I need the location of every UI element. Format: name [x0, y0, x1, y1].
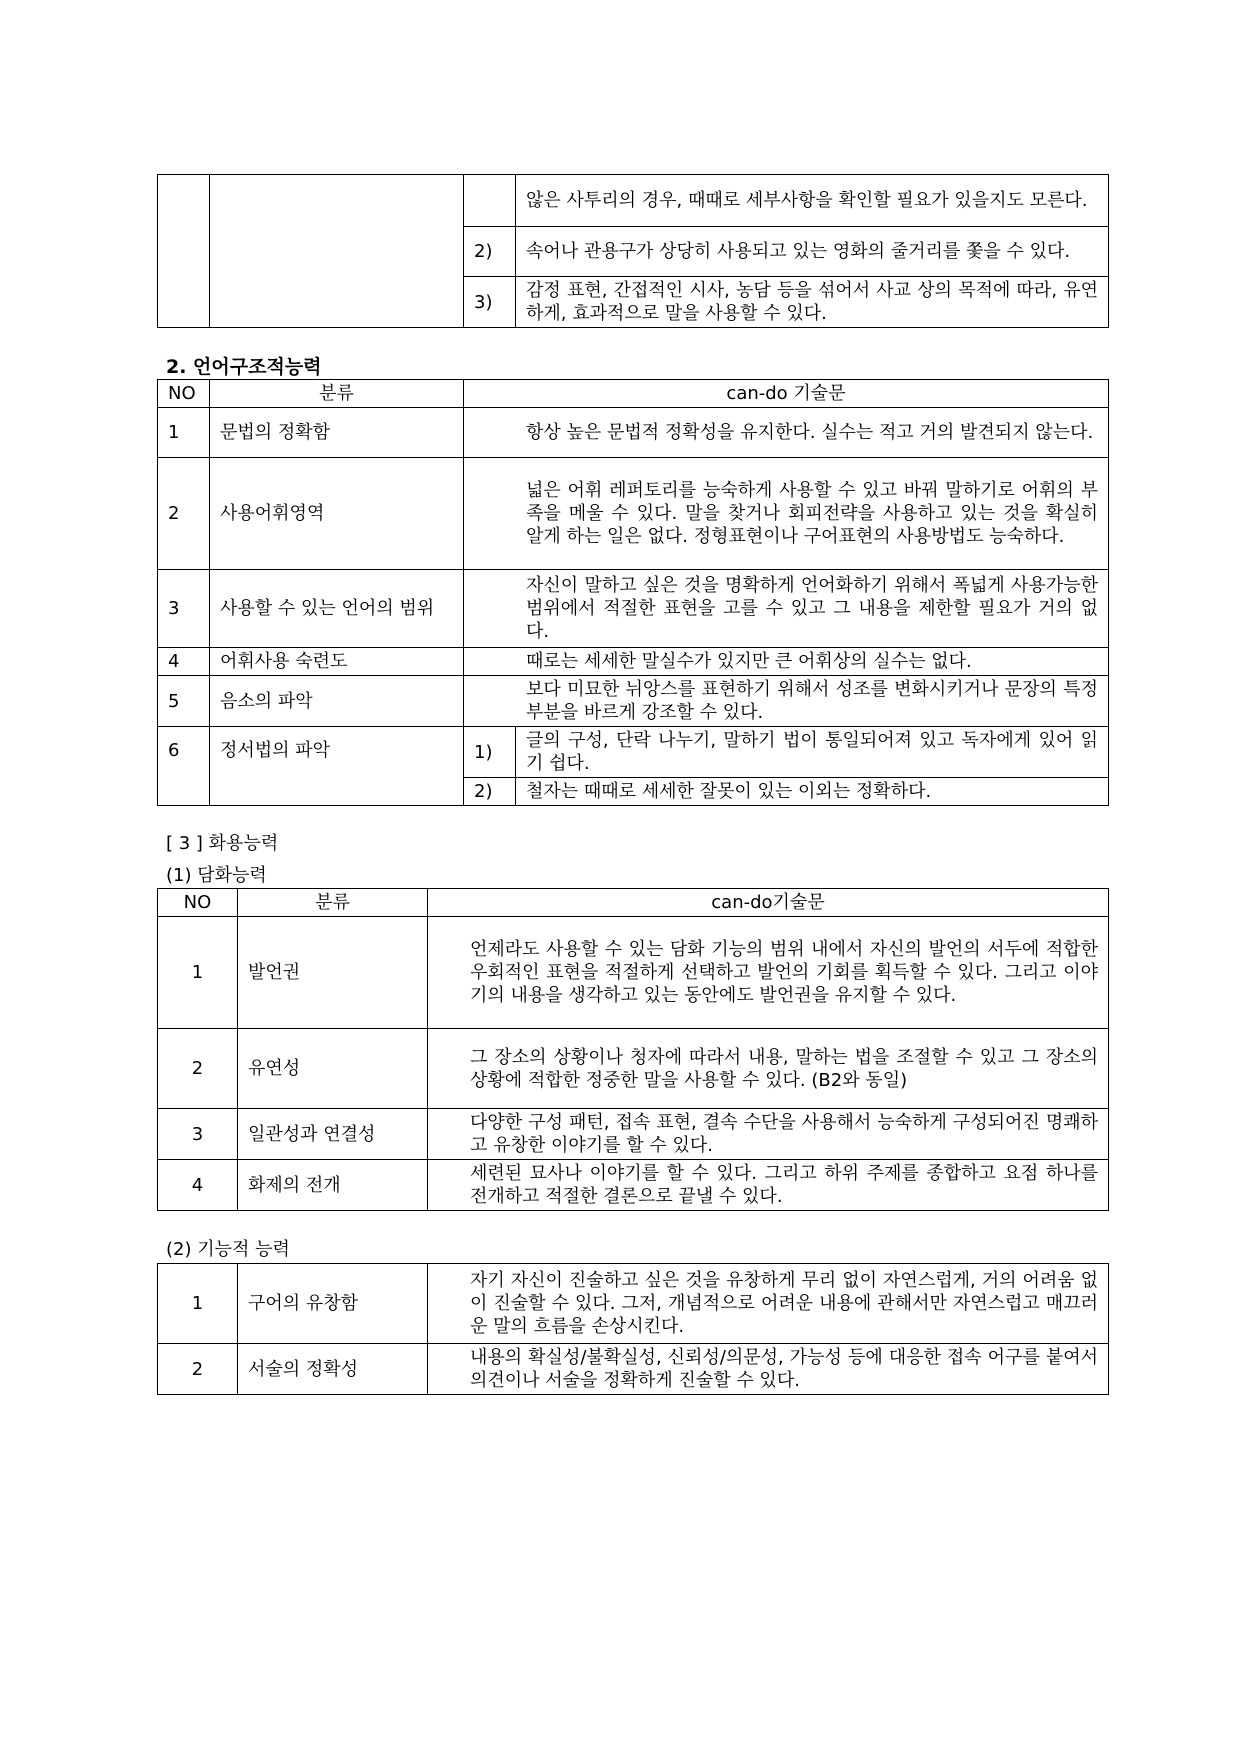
table-row	[158, 570, 1109, 648]
description-cell: 감정 표현, 간접적인 시사, 농담 등을 섞어서 사교 상의 목적에 따라, 유연하게, 효과적으로 말을 사용할 수 있다.	[516, 277, 1109, 328]
header-description: can-do기술문	[428, 889, 1109, 917]
category-cell: 구어의 유창함	[238, 1264, 428, 1344]
empty-no-cell	[158, 175, 210, 328]
continued-table	[157, 174, 1109, 328]
header-no: NO	[158, 889, 238, 917]
language-structure-table	[157, 379, 1109, 806]
table-row	[158, 1344, 1109, 1395]
row-number: 2	[158, 458, 210, 570]
table-row	[158, 1029, 1109, 1109]
table-row	[158, 408, 1109, 458]
description-cell: 세련된 묘사나 이야기를 할 수 있다. 그리고 하위 주제를 종합하고 요점 하나를 전개하고 적절한 결론으로 끝낼 수 있다.	[428, 1160, 1109, 1211]
description-cell: 때로는 세세한 말실수가 있지만 큰 어휘상의 실수는 없다.	[464, 648, 1109, 676]
description-cell: 보다 미묘한 뉘앙스를 표현하기 위해서 성조를 변화시키거나 문장의 특정 부분을 바르게 강조할 수 있다.	[464, 676, 1109, 727]
description-cell: 내용의 확실성/불확실성, 신뢰성/의문성, 가능성 등에 대응한 접속 어구를 붙여서 의견이나 서술을 정확하게 진술할 수 있다.	[428, 1344, 1109, 1395]
row-number: 4	[158, 1160, 238, 1211]
row-number: 4	[158, 648, 210, 676]
sub-number: 2)	[464, 778, 516, 806]
header-no: NO	[158, 380, 210, 408]
description-cell: 글의 구성, 단락 나누기, 말하기 법이 통일되어져 있고 독자에게 있어 읽기 쉽다.	[516, 727, 1109, 778]
row-number: 1	[158, 408, 210, 458]
category-cell: 사용할 수 있는 언어의 범위	[210, 570, 464, 648]
description-cell: 않은 사투리의 경우, 때때로 세부사항을 확인할 필요가 있을지도 모른다.	[516, 175, 1109, 227]
category-cell: 문법의 정확함	[210, 408, 464, 458]
category-cell: 서술의 정확성	[238, 1344, 428, 1395]
table-row	[158, 1109, 1109, 1160]
functional-table	[157, 1263, 1109, 1395]
category-cell: 사용어휘영역	[210, 458, 464, 570]
row-number: 3	[158, 1109, 238, 1160]
section-2-title: 2. 언어구조적능력	[166, 356, 322, 378]
table-row	[158, 648, 1109, 676]
table-row	[158, 676, 1109, 727]
table-header-row	[158, 889, 1109, 917]
category-cell: 어휘사용 숙련도	[210, 648, 464, 676]
row-number: 2	[158, 1344, 238, 1395]
sub-number: 2)	[464, 227, 516, 277]
category-cell: 음소의 파악	[210, 676, 464, 727]
row-number: 6	[158, 727, 210, 806]
description-cell: 그 장소의 상황이나 청자에 따라서 내용, 말하는 법을 조절할 수 있고 그 장소의 상황에 적합한 정중한 말을 사용할 수 있다. (B2와 동일)	[428, 1029, 1109, 1109]
sub-number: 1)	[464, 727, 516, 778]
table-row	[158, 1264, 1109, 1344]
description-cell: 자기 자신이 진술하고 싶은 것을 유창하게 무리 없이 자연스럽게, 거의 어려움 없이 진술할 수 있다. 그저, 개념적으로 어려운 내용에 관해서만 자연스럽고 매끄러운 말의 흐름을 손상시킨다.	[428, 1264, 1109, 1344]
description-cell: 언제라도 사용할 수 있는 담화 기능의 범위 내에서 자신의 발언의 서두에 적합한 우회적인 표현을 적절하게 선택하고 발언의 기회를 획득할 수 있다. 그리고 이야기의 내용을 생각하고 있는 동안에도 발언권을 유지할 수 있다.	[428, 917, 1109, 1029]
section-3-title: [ 3 ] 화용능력	[166, 833, 279, 854]
table-row	[158, 458, 1109, 570]
description-cell: 속어나 관용구가 상당히 사용되고 있는 영화의 줄거리를 쫓을 수 있다.	[516, 227, 1109, 277]
category-cell: 정서법의 파악	[210, 727, 464, 806]
row-number: 5	[158, 676, 210, 727]
sub-number	[464, 175, 516, 227]
table-header-row	[158, 380, 1109, 408]
header-category: 분류	[238, 889, 428, 917]
header-category: 분류	[210, 380, 464, 408]
description-cell: 항상 높은 문법적 정확성을 유지한다. 실수는 적고 거의 발견되지 않는다.	[464, 408, 1109, 458]
category-cell: 화제의 전개	[238, 1160, 428, 1211]
description-cell: 자신이 말하고 싶은 것을 명확하게 언어화하기 위해서 폭넓게 사용가능한 범위에서 적절한 표현을 고를 수 있고 그 내용을 제한할 필요가 거의 없다.	[464, 570, 1109, 648]
category-cell: 유연성	[238, 1029, 428, 1109]
row-number: 2	[158, 1029, 238, 1109]
description-cell: 철자는 때때로 세세한 잘못이 있는 이외는 정확하다.	[516, 778, 1109, 806]
table-row	[158, 727, 1109, 778]
row-number: 1	[158, 917, 238, 1029]
row-number: 3	[158, 570, 210, 648]
subsection-functional-title: (2) 기능적 능력	[166, 1239, 290, 1260]
row-number: 1	[158, 1264, 238, 1344]
empty-category-cell	[210, 175, 464, 328]
discourse-table	[157, 888, 1109, 1211]
table-row	[158, 917, 1109, 1029]
sub-number: 3)	[464, 277, 516, 328]
description-cell: 넓은 어휘 레퍼토리를 능숙하게 사용할 수 있고 바꿔 말하기로 어휘의 부족을 메울 수 있다. 말을 찾거나 회피전략을 사용하고 있는 것을 확실히 알게 하는 일은 없다. 정형표현이나 구어표현의 사용방법도 능숙하다.	[464, 458, 1109, 570]
subsection-discourse-title: (1) 담화능력	[166, 865, 267, 886]
table-row	[158, 1160, 1109, 1211]
description-cell: 다양한 구성 패턴, 접속 표현, 결속 수단을 사용해서 능숙하게 구성되어진 명쾌하고 유창한 이야기를 할 수 있다.	[428, 1109, 1109, 1160]
category-cell: 일관성과 연결성	[238, 1109, 428, 1160]
header-description: can-do 기술문	[464, 380, 1109, 408]
category-cell: 발언권	[238, 917, 428, 1029]
